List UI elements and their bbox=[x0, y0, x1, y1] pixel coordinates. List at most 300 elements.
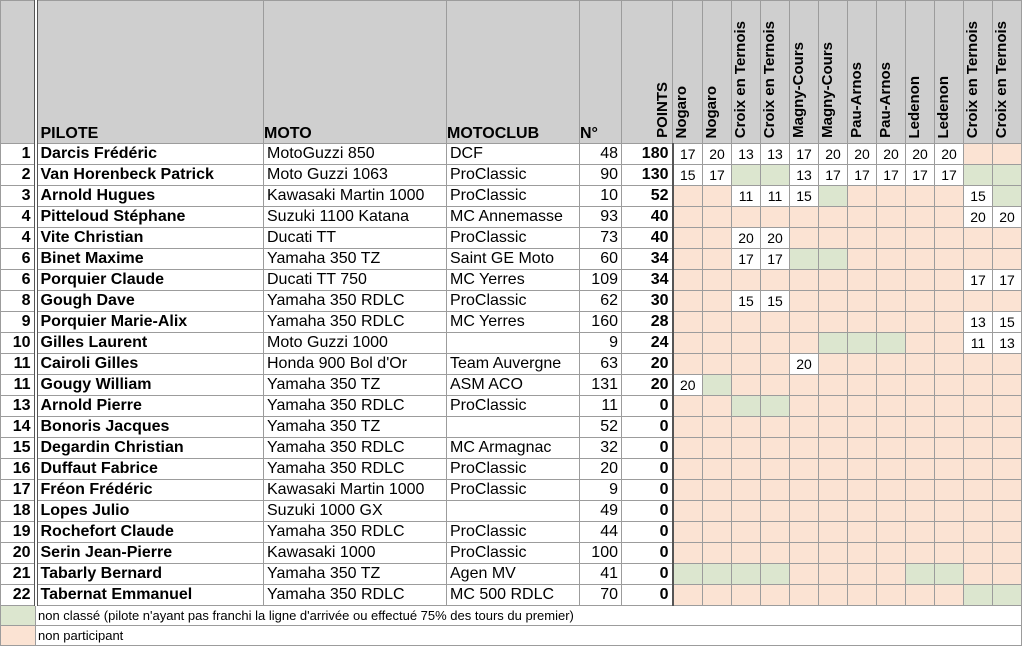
race-result-cell: 20 bbox=[877, 144, 906, 165]
race-result-cell bbox=[673, 291, 703, 312]
moto-cell: Yamaha 350 RDLC bbox=[264, 522, 447, 543]
moto-cell: Yamaha 350 RDLC bbox=[264, 291, 447, 312]
table-row bbox=[1, 186, 1022, 207]
race-result-cell bbox=[732, 543, 761, 564]
pilote-cell: Porquier Claude bbox=[36, 270, 264, 291]
race-result-cell: 15 bbox=[673, 165, 703, 186]
race-result-cell bbox=[790, 438, 819, 459]
race-result-cell bbox=[703, 480, 732, 501]
number-cell: 11 bbox=[580, 396, 622, 417]
race-result-cell bbox=[732, 459, 761, 480]
race-result-cell bbox=[906, 501, 935, 522]
race-result-cell bbox=[877, 501, 906, 522]
race-result-cell bbox=[761, 480, 790, 501]
legend-swatch-non-participant bbox=[1, 626, 36, 646]
race-result-cell bbox=[848, 522, 877, 543]
points-cell: 52 bbox=[622, 186, 673, 207]
race-result-cell bbox=[673, 270, 703, 291]
motoclub-cell: ProClassic bbox=[447, 165, 580, 186]
race-result-cell: 13 bbox=[993, 333, 1022, 354]
race-result-cell bbox=[993, 480, 1022, 501]
race-result-cell bbox=[877, 396, 906, 417]
motoclub-cell: ProClassic bbox=[447, 522, 580, 543]
pilote-cell: Gough Dave bbox=[36, 291, 264, 312]
race-result-cell bbox=[993, 165, 1022, 186]
race-result-cell bbox=[732, 375, 761, 396]
race-result-cell bbox=[761, 312, 790, 333]
rank-cell: 21 bbox=[1, 564, 36, 585]
race-result-cell bbox=[703, 270, 732, 291]
motoclub-cell: MC Annemasse bbox=[447, 207, 580, 228]
race-result-cell bbox=[935, 480, 964, 501]
race-result-cell bbox=[703, 186, 732, 207]
points-cell: 0 bbox=[622, 543, 673, 564]
number-cell: 60 bbox=[580, 249, 622, 270]
race-result-cell bbox=[732, 585, 761, 606]
pilote-cell: Pitteloud Stéphane bbox=[36, 207, 264, 228]
motoclub-cell: MC 500 RDLC bbox=[447, 585, 580, 606]
table-row bbox=[1, 480, 1022, 501]
race-result-cell bbox=[761, 585, 790, 606]
moto-cell: Kawasaki Martin 1000 bbox=[264, 186, 447, 207]
race-result-cell bbox=[935, 417, 964, 438]
race-result-cell bbox=[819, 501, 848, 522]
race-result-cell bbox=[819, 417, 848, 438]
race-result-cell bbox=[819, 564, 848, 585]
race-result-cell bbox=[848, 249, 877, 270]
race-result-cell bbox=[993, 228, 1022, 249]
race-result-cell: 20 bbox=[703, 144, 732, 165]
race-result-cell bbox=[673, 501, 703, 522]
race-result-cell bbox=[732, 417, 761, 438]
race-result-cell bbox=[790, 375, 819, 396]
number-cell: 100 bbox=[580, 543, 622, 564]
race-result-cell bbox=[790, 480, 819, 501]
motoclub-cell bbox=[447, 501, 580, 522]
number-cell: 44 bbox=[580, 522, 622, 543]
rank-cell: 1 bbox=[1, 144, 36, 165]
race-result-cell bbox=[703, 207, 732, 228]
pilote-cell: Tabarly Bernard bbox=[36, 564, 264, 585]
race-result-cell bbox=[790, 249, 819, 270]
race-result-cell bbox=[877, 417, 906, 438]
table-row bbox=[1, 375, 1022, 396]
race-result-cell bbox=[673, 417, 703, 438]
points-cell: 180 bbox=[622, 144, 673, 165]
pilote-cell: Duffaut Fabrice bbox=[36, 459, 264, 480]
race-result-cell bbox=[993, 417, 1022, 438]
race-result-cell bbox=[848, 354, 877, 375]
race-result-cell bbox=[964, 585, 993, 606]
race-result-cell bbox=[935, 396, 964, 417]
rank-cell: 20 bbox=[1, 543, 36, 564]
motoclub-cell: DCF bbox=[447, 144, 580, 165]
points-cell: 34 bbox=[622, 249, 673, 270]
race-result-cell bbox=[848, 291, 877, 312]
race-result-cell bbox=[964, 291, 993, 312]
number-cell: 48 bbox=[580, 144, 622, 165]
race-result-cell bbox=[703, 375, 732, 396]
points-cell: 40 bbox=[622, 228, 673, 249]
moto-cell: Ducati TT bbox=[264, 228, 447, 249]
race-result-cell bbox=[819, 291, 848, 312]
rank-cell: 6 bbox=[1, 249, 36, 270]
pilote-cell: Tabernat Emmanuel bbox=[36, 585, 264, 606]
race-result-cell bbox=[877, 354, 906, 375]
legend-non-participant: non participant bbox=[36, 626, 1022, 646]
motoclub-cell: ProClassic bbox=[447, 543, 580, 564]
race-result-cell bbox=[964, 396, 993, 417]
race-result-cell bbox=[906, 312, 935, 333]
race-result-cell bbox=[703, 291, 732, 312]
moto-cell: Ducati TT 750 bbox=[264, 270, 447, 291]
race-result-cell bbox=[790, 270, 819, 291]
race-result-cell bbox=[703, 585, 732, 606]
race-result-cell bbox=[761, 375, 790, 396]
pilote-cell: Cairoli Gilles bbox=[36, 354, 264, 375]
race-result-cell bbox=[993, 564, 1022, 585]
points-cell: 34 bbox=[622, 270, 673, 291]
header-rank bbox=[1, 1, 36, 144]
race-result-cell: 20 bbox=[673, 375, 703, 396]
number-cell: 131 bbox=[580, 375, 622, 396]
race-result-cell bbox=[935, 543, 964, 564]
motoclub-cell: MC Yerres bbox=[447, 270, 580, 291]
race-result-cell bbox=[877, 333, 906, 354]
race-result-cell bbox=[877, 228, 906, 249]
race-result-cell bbox=[993, 291, 1022, 312]
race-result-cell bbox=[819, 333, 848, 354]
header-race-4: Croix en Ternois bbox=[761, 1, 790, 144]
race-result-cell bbox=[877, 585, 906, 606]
table-row bbox=[1, 459, 1022, 480]
race-result-cell bbox=[761, 417, 790, 438]
race-result-cell bbox=[703, 333, 732, 354]
race-result-cell bbox=[703, 312, 732, 333]
moto-cell: Moto Guzzi 1063 bbox=[264, 165, 447, 186]
race-result-cell bbox=[790, 522, 819, 543]
race-result-cell bbox=[906, 186, 935, 207]
pilote-cell: Binet Maxime bbox=[36, 249, 264, 270]
race-result-cell bbox=[819, 459, 848, 480]
race-result-cell bbox=[848, 396, 877, 417]
rank-cell: 13 bbox=[1, 396, 36, 417]
table-row bbox=[1, 207, 1022, 228]
race-result-cell: 15 bbox=[761, 291, 790, 312]
race-result-cell bbox=[935, 354, 964, 375]
race-result-cell bbox=[993, 186, 1022, 207]
header-race-11: Croix en Ternois bbox=[964, 1, 993, 144]
race-result-cell bbox=[732, 564, 761, 585]
moto-cell: Yamaha 350 TZ bbox=[264, 564, 447, 585]
race-result-cell bbox=[703, 249, 732, 270]
motoclub-cell: Agen MV bbox=[447, 564, 580, 585]
race-result-cell bbox=[732, 501, 761, 522]
race-result-cell bbox=[906, 480, 935, 501]
pilote-cell: Serin Jean-Pierre bbox=[36, 543, 264, 564]
race-result-cell: 17 bbox=[964, 270, 993, 291]
pilote-cell: Darcis Frédéric bbox=[36, 144, 264, 165]
race-result-cell bbox=[848, 564, 877, 585]
race-result-cell: 15 bbox=[790, 186, 819, 207]
points-cell: 0 bbox=[622, 585, 673, 606]
race-result-cell bbox=[848, 186, 877, 207]
number-cell: 160 bbox=[580, 312, 622, 333]
rank-cell: 22 bbox=[1, 585, 36, 606]
race-result-cell: 13 bbox=[790, 165, 819, 186]
points-cell: 0 bbox=[622, 480, 673, 501]
race-result-cell bbox=[673, 543, 703, 564]
race-result-cell bbox=[703, 354, 732, 375]
header-race-3: Croix en Ternois bbox=[732, 1, 761, 144]
moto-cell: Yamaha 350 RDLC bbox=[264, 585, 447, 606]
moto-cell: Yamaha 350 RDLC bbox=[264, 438, 447, 459]
table-row bbox=[1, 354, 1022, 375]
race-result-cell bbox=[877, 438, 906, 459]
race-result-cell bbox=[673, 522, 703, 543]
race-result-cell bbox=[673, 228, 703, 249]
race-result-cell bbox=[819, 312, 848, 333]
race-result-cell bbox=[906, 249, 935, 270]
header-race-9: Ledenon bbox=[906, 1, 935, 144]
rank-cell: 4 bbox=[1, 207, 36, 228]
race-result-cell bbox=[761, 207, 790, 228]
race-result-cell bbox=[790, 417, 819, 438]
race-result-cell bbox=[761, 396, 790, 417]
race-result-cell bbox=[732, 480, 761, 501]
points-cell: 0 bbox=[622, 564, 673, 585]
race-result-cell bbox=[732, 438, 761, 459]
race-result-cell: 13 bbox=[761, 144, 790, 165]
table-row bbox=[1, 333, 1022, 354]
race-result-cell bbox=[819, 438, 848, 459]
race-result-cell bbox=[732, 312, 761, 333]
header-race-12: Croix en Ternois bbox=[993, 1, 1022, 144]
race-result-cell: 17 bbox=[732, 249, 761, 270]
race-result-cell bbox=[935, 186, 964, 207]
race-result-cell bbox=[819, 522, 848, 543]
points-cell: 0 bbox=[622, 522, 673, 543]
race-result-cell bbox=[993, 438, 1022, 459]
table-row bbox=[1, 585, 1022, 606]
race-result-cell bbox=[906, 228, 935, 249]
race-result-cell bbox=[703, 228, 732, 249]
rank-cell: 6 bbox=[1, 270, 36, 291]
rank-cell: 18 bbox=[1, 501, 36, 522]
race-result-cell: 17 bbox=[906, 165, 935, 186]
race-result-cell bbox=[877, 186, 906, 207]
race-result-cell bbox=[906, 270, 935, 291]
race-result-cell bbox=[993, 375, 1022, 396]
race-result-cell bbox=[993, 396, 1022, 417]
race-result-cell bbox=[703, 501, 732, 522]
race-result-cell bbox=[906, 207, 935, 228]
race-result-cell bbox=[993, 501, 1022, 522]
race-result-cell: 17 bbox=[935, 165, 964, 186]
header-motoclub: MOTOCLUB bbox=[447, 1, 580, 144]
race-result-cell bbox=[703, 459, 732, 480]
points-cell: 40 bbox=[622, 207, 673, 228]
rank-cell: 16 bbox=[1, 459, 36, 480]
points-cell: 0 bbox=[622, 459, 673, 480]
header-points: POINTS bbox=[622, 1, 673, 144]
standings-body bbox=[1, 144, 1022, 606]
race-result-cell bbox=[761, 270, 790, 291]
race-result-cell bbox=[673, 354, 703, 375]
race-result-cell bbox=[790, 459, 819, 480]
table-row bbox=[1, 522, 1022, 543]
race-result-cell bbox=[673, 438, 703, 459]
number-cell: 9 bbox=[580, 480, 622, 501]
table-row bbox=[1, 228, 1022, 249]
race-result-cell: 15 bbox=[964, 186, 993, 207]
table-row bbox=[1, 564, 1022, 585]
race-result-cell bbox=[964, 501, 993, 522]
header-race-2: Nogaro bbox=[703, 1, 732, 144]
race-result-cell: 17 bbox=[790, 144, 819, 165]
race-result-cell bbox=[906, 438, 935, 459]
race-result-cell bbox=[877, 375, 906, 396]
race-result-cell bbox=[819, 375, 848, 396]
motoclub-cell: ProClassic bbox=[447, 291, 580, 312]
pilote-cell: Arnold Hugues bbox=[36, 186, 264, 207]
motoclub-cell: ProClassic bbox=[447, 396, 580, 417]
race-result-cell bbox=[848, 207, 877, 228]
number-cell: 90 bbox=[580, 165, 622, 186]
race-result-cell bbox=[819, 585, 848, 606]
motoclub-cell: MC Armagnac bbox=[447, 438, 580, 459]
rank-cell: 8 bbox=[1, 291, 36, 312]
race-result-cell bbox=[848, 543, 877, 564]
race-result-cell: 17 bbox=[703, 165, 732, 186]
race-result-cell bbox=[877, 312, 906, 333]
race-result-cell: 20 bbox=[790, 354, 819, 375]
motoclub-cell: ASM ACO bbox=[447, 375, 580, 396]
race-result-cell bbox=[906, 396, 935, 417]
race-result-cell bbox=[703, 522, 732, 543]
pilote-cell: Arnold Pierre bbox=[36, 396, 264, 417]
points-cell: 28 bbox=[622, 312, 673, 333]
table-row bbox=[1, 165, 1022, 186]
race-result-cell bbox=[673, 207, 703, 228]
rank-cell: 11 bbox=[1, 375, 36, 396]
race-result-cell bbox=[935, 375, 964, 396]
motoclub-cell: Team Auvergne bbox=[447, 354, 580, 375]
race-result-cell bbox=[790, 396, 819, 417]
race-result-cell: 13 bbox=[964, 312, 993, 333]
race-result-cell: 20 bbox=[906, 144, 935, 165]
header-race-6: Magny-Cours bbox=[819, 1, 848, 144]
motoclub-cell: Saint GE Moto bbox=[447, 249, 580, 270]
race-result-cell: 20 bbox=[964, 207, 993, 228]
number-cell: 10 bbox=[580, 186, 622, 207]
moto-cell: Yamaha 350 RDLC bbox=[264, 312, 447, 333]
table-row bbox=[1, 396, 1022, 417]
moto-cell: Kawasaki Martin 1000 bbox=[264, 480, 447, 501]
race-result-cell bbox=[906, 354, 935, 375]
number-cell: 9 bbox=[580, 333, 622, 354]
moto-cell: Yamaha 350 TZ bbox=[264, 417, 447, 438]
race-result-cell bbox=[964, 249, 993, 270]
pilote-cell: Gougy William bbox=[36, 375, 264, 396]
race-result-cell bbox=[906, 459, 935, 480]
pilote-cell: Van Horenbeck Patrick bbox=[36, 165, 264, 186]
race-result-cell bbox=[790, 585, 819, 606]
table-row bbox=[1, 312, 1022, 333]
race-result-cell bbox=[848, 270, 877, 291]
pilote-cell: Rochefort Claude bbox=[36, 522, 264, 543]
race-result-cell bbox=[964, 480, 993, 501]
race-result-cell: 17 bbox=[848, 165, 877, 186]
race-result-cell bbox=[935, 207, 964, 228]
points-cell: 24 bbox=[622, 333, 673, 354]
race-result-cell: 13 bbox=[732, 144, 761, 165]
pilote-cell: Lopes Julio bbox=[36, 501, 264, 522]
race-result-cell: 11 bbox=[964, 333, 993, 354]
race-result-cell bbox=[964, 354, 993, 375]
points-cell: 20 bbox=[622, 375, 673, 396]
race-result-cell bbox=[877, 480, 906, 501]
number-cell: 41 bbox=[580, 564, 622, 585]
race-result-cell bbox=[673, 249, 703, 270]
race-result-cell: 17 bbox=[993, 270, 1022, 291]
header-numero: N° bbox=[580, 1, 622, 144]
header-race-10: Ledenon bbox=[935, 1, 964, 144]
race-result-cell bbox=[848, 333, 877, 354]
legend-non-classe: non classé (pilote n'ayant pas franchi la ligne d'arrivée ou effectué 75% des tours du premier) bbox=[36, 606, 1022, 626]
race-result-cell bbox=[761, 543, 790, 564]
rank-cell: 19 bbox=[1, 522, 36, 543]
race-result-cell bbox=[935, 501, 964, 522]
number-cell: 93 bbox=[580, 207, 622, 228]
number-cell: 70 bbox=[580, 585, 622, 606]
race-result-cell bbox=[877, 543, 906, 564]
race-result-cell bbox=[848, 375, 877, 396]
moto-cell: Yamaha 350 TZ bbox=[264, 249, 447, 270]
race-result-cell bbox=[703, 543, 732, 564]
race-result-cell bbox=[703, 396, 732, 417]
race-result-cell bbox=[877, 270, 906, 291]
race-result-cell bbox=[993, 144, 1022, 165]
race-result-cell bbox=[819, 249, 848, 270]
race-result-cell bbox=[906, 333, 935, 354]
header-moto: MOTO bbox=[264, 1, 447, 144]
pilote-cell: Vite Christian bbox=[36, 228, 264, 249]
number-cell: 20 bbox=[580, 459, 622, 480]
race-result-cell bbox=[993, 585, 1022, 606]
race-result-cell bbox=[935, 270, 964, 291]
race-result-cell: 17 bbox=[819, 165, 848, 186]
rank-cell: 10 bbox=[1, 333, 36, 354]
table-row bbox=[1, 501, 1022, 522]
race-result-cell bbox=[673, 333, 703, 354]
rank-cell: 3 bbox=[1, 186, 36, 207]
race-result-cell bbox=[673, 585, 703, 606]
race-result-cell bbox=[703, 438, 732, 459]
race-result-cell bbox=[703, 564, 732, 585]
race-result-cell bbox=[935, 459, 964, 480]
race-result-cell: 15 bbox=[993, 312, 1022, 333]
points-cell: 0 bbox=[622, 501, 673, 522]
race-result-cell bbox=[964, 438, 993, 459]
race-result-cell bbox=[906, 543, 935, 564]
moto-cell: Yamaha 350 RDLC bbox=[264, 396, 447, 417]
table-row bbox=[1, 417, 1022, 438]
race-result-cell bbox=[790, 228, 819, 249]
race-result-cell bbox=[790, 501, 819, 522]
race-result-cell bbox=[673, 186, 703, 207]
race-result-cell bbox=[848, 417, 877, 438]
